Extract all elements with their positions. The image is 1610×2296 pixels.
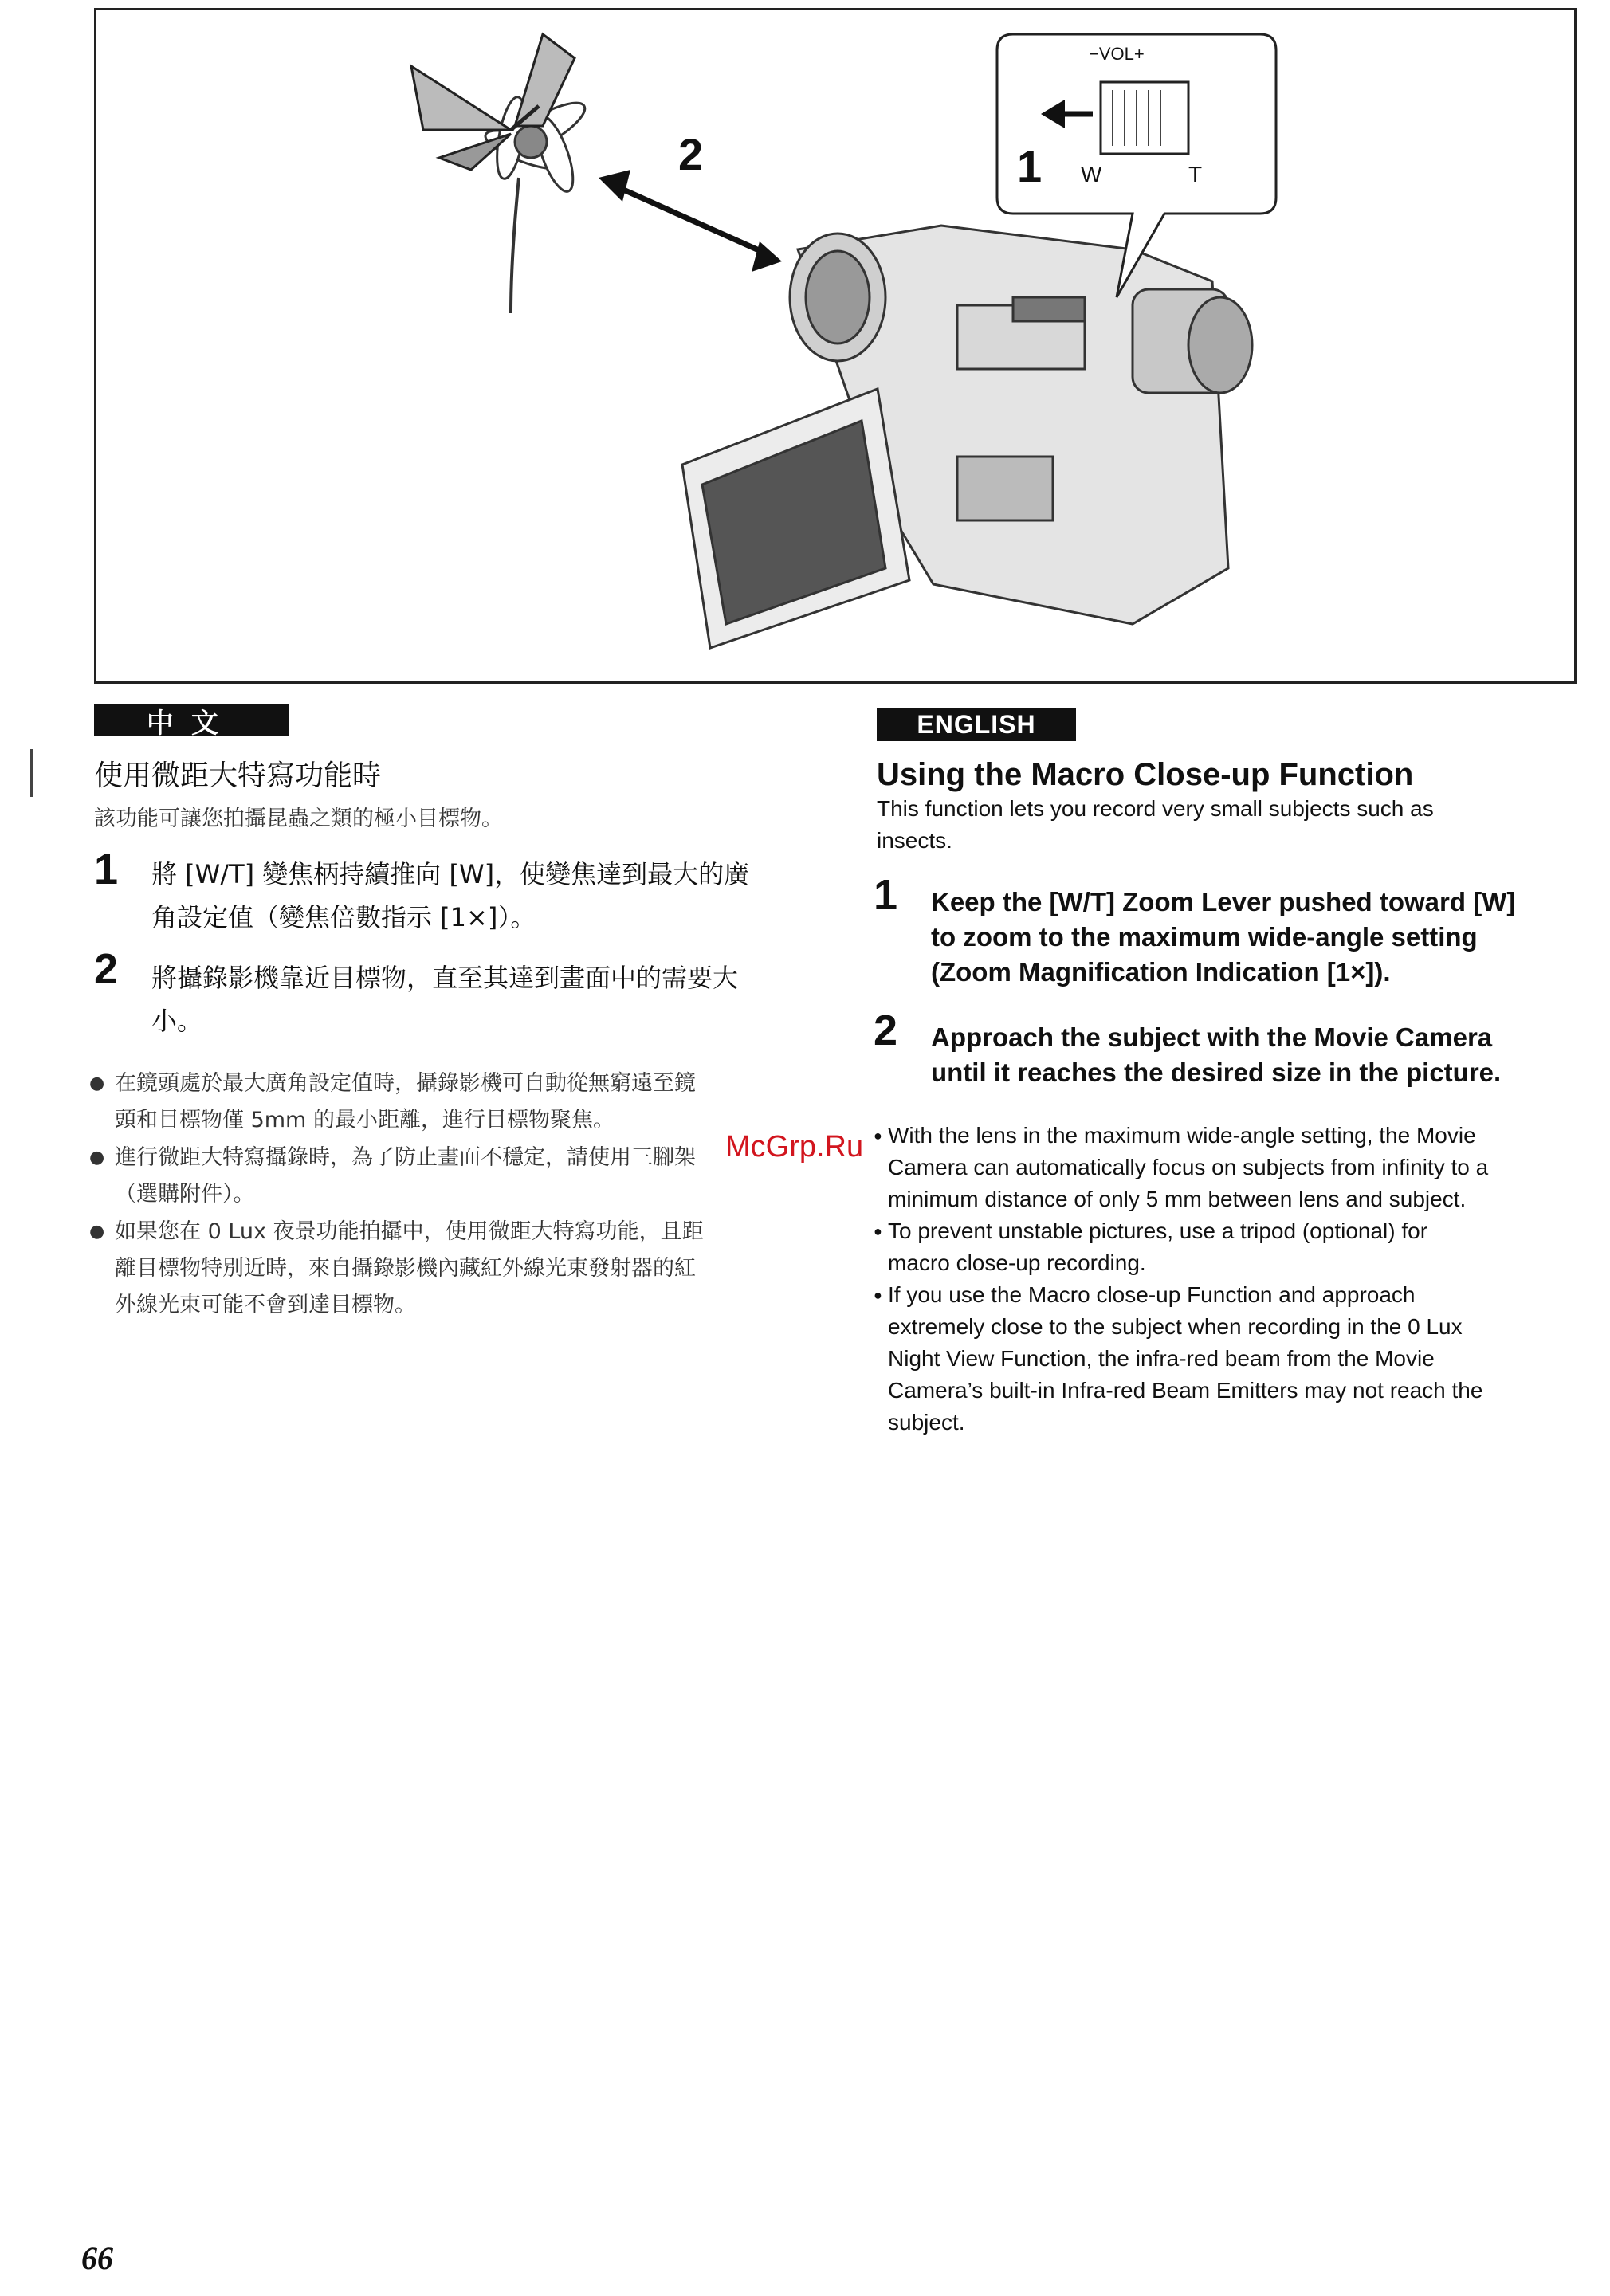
english-bullet-3 (874, 1279, 1591, 1438)
english-section-label: ENGLISH (877, 708, 1076, 741)
chinese-bullet-2 (89, 1140, 807, 1213)
english-intro-line-1: This function lets you record very small subjects such as (877, 796, 1434, 821)
chinese-bullet-3 (89, 1214, 807, 1324)
distance-arrow (599, 170, 782, 272)
english-intro (877, 793, 1578, 857)
chinese-step-2-number: 2 (94, 945, 119, 993)
english-step-1-line-3: (Zoom Magnification Indication [1×]). (931, 957, 1391, 987)
camera-illustration (96, 10, 1579, 686)
english-title: Using the Macro Close-up Function (877, 757, 1414, 792)
chinese-bullet-3-line-3: 外線光束可能不會到達目標物。 (115, 1293, 416, 1317)
english-step-1-line-2: to zoom to the maximum wide-angle setting (931, 922, 1478, 952)
chinese-bullet-3-line-1: ● 如果您在 0 Lux 夜景功能拍攝中，使用微距大特寫功能，且距 (115, 1219, 704, 1244)
flower-stem (511, 178, 519, 313)
english-bullet-2-line-2: macro close-up recording. (888, 1250, 1146, 1275)
margin-mark (30, 749, 33, 797)
english-step-1-number: 1 (874, 871, 898, 919)
chinese-bullet-1-line-1: ● 在鏡頭處於最大廣角設定值時，攝錄影機可自動從無窮遠至鏡 (115, 1071, 696, 1096)
english-bullet-1 (874, 1120, 1591, 1215)
chinese-bullet-1 (89, 1066, 807, 1139)
english-intro-line-2: insects. (877, 828, 952, 853)
chinese-step-2 (151, 956, 805, 1042)
english-step-2 (931, 1020, 1584, 1090)
english-step-2-number: 2 (874, 1007, 898, 1054)
english-bullet-1-line-2: Camera can automatically focus on subjects from infinity to a (888, 1155, 1489, 1179)
english-bullet-3-line-2: extremely close to the subject when recording in the 0 Lux (888, 1314, 1463, 1339)
chinese-section-label: 中文 (94, 704, 289, 736)
english-bullet-2-line-1: ● To prevent unstable pictures, use a tripod (optional) for (888, 1219, 1428, 1243)
lcd-monitor (682, 389, 909, 648)
english-bullet-3-line-5: subject. (888, 1410, 965, 1435)
english-bullet-2 (874, 1215, 1591, 1279)
english-bullet-1-line-3: minimum distance of only 5 mm between lens and subject. (888, 1187, 1467, 1211)
english-bullet-3-line-4: Camera’s built-in Infra-red Beam Emitters may not reach the (888, 1378, 1483, 1403)
step-1-marker: 1 (1017, 141, 1043, 191)
chinese-step-1-line-2: 角設定值（變焦倍數指示 [1×]）。 (151, 902, 536, 932)
chinese-title: 使用微距大特寫功能時 (94, 759, 382, 792)
chinese-bullet-2-line-1: ● 進行微距大特寫攝錄時，為了防止畫面不穩定，請使用三腳架 (115, 1145, 696, 1170)
step-2-marker: 2 (678, 129, 704, 179)
chinese-step-1-line-1: 將 [W/T] 變焦柄持續推向 [W]，使變焦達到最大的廣 (151, 859, 750, 889)
english-step-2-line-1: Approach the subject with the Movie Camera (931, 1022, 1493, 1052)
english-bullet-3-line-1: ● If you use the Macro close-up Function and approach (888, 1282, 1416, 1307)
zoom-lever (1013, 297, 1085, 321)
chinese-step-2-line-2: 小。 (151, 1006, 203, 1036)
chinese-bullet-1-line-2: 頭和目標物僅 5mm 的最小距離，進行目標物聚焦。 (115, 1108, 615, 1132)
english-step-1 (931, 885, 1584, 990)
watermark: McGrp.Ru (725, 1130, 864, 1164)
illustration-frame (94, 8, 1577, 684)
t-label: T (1188, 162, 1203, 186)
chinese-bullet-3-line-2: 離目標物特別近時，來自攝錄影機內藏紅外線光束發射器的紅 (115, 1256, 696, 1281)
english-bullet-3-line-3: Night View Function, the infra-red beam from the Movie (888, 1346, 1435, 1371)
chinese-intro: 該功能可讓您拍攝昆蟲之類的極小目標物。 (94, 807, 503, 831)
w-label: W (1081, 162, 1102, 186)
chinese-step-2-line-1: 將攝錄影機靠近目標物，直至其達到畫面中的需要大 (151, 963, 739, 993)
chinese-step-1 (151, 853, 805, 939)
page-number: 66 (81, 2240, 113, 2276)
chinese-bullet-2-line-2: （選購附件）。 (115, 1182, 255, 1207)
chinese-step-1-number: 1 (94, 846, 119, 893)
english-bullet-1-line-1: ● With the lens in the maximum wide-angle setting, the Movie (888, 1123, 1476, 1148)
english-step-1-line-1: Keep the [W/T] Zoom Lever pushed toward [W] (931, 887, 1516, 916)
vol-label: −VOL+ (1089, 44, 1145, 64)
english-step-2-line-2: until it reaches the desired size in the picture. (931, 1058, 1502, 1087)
